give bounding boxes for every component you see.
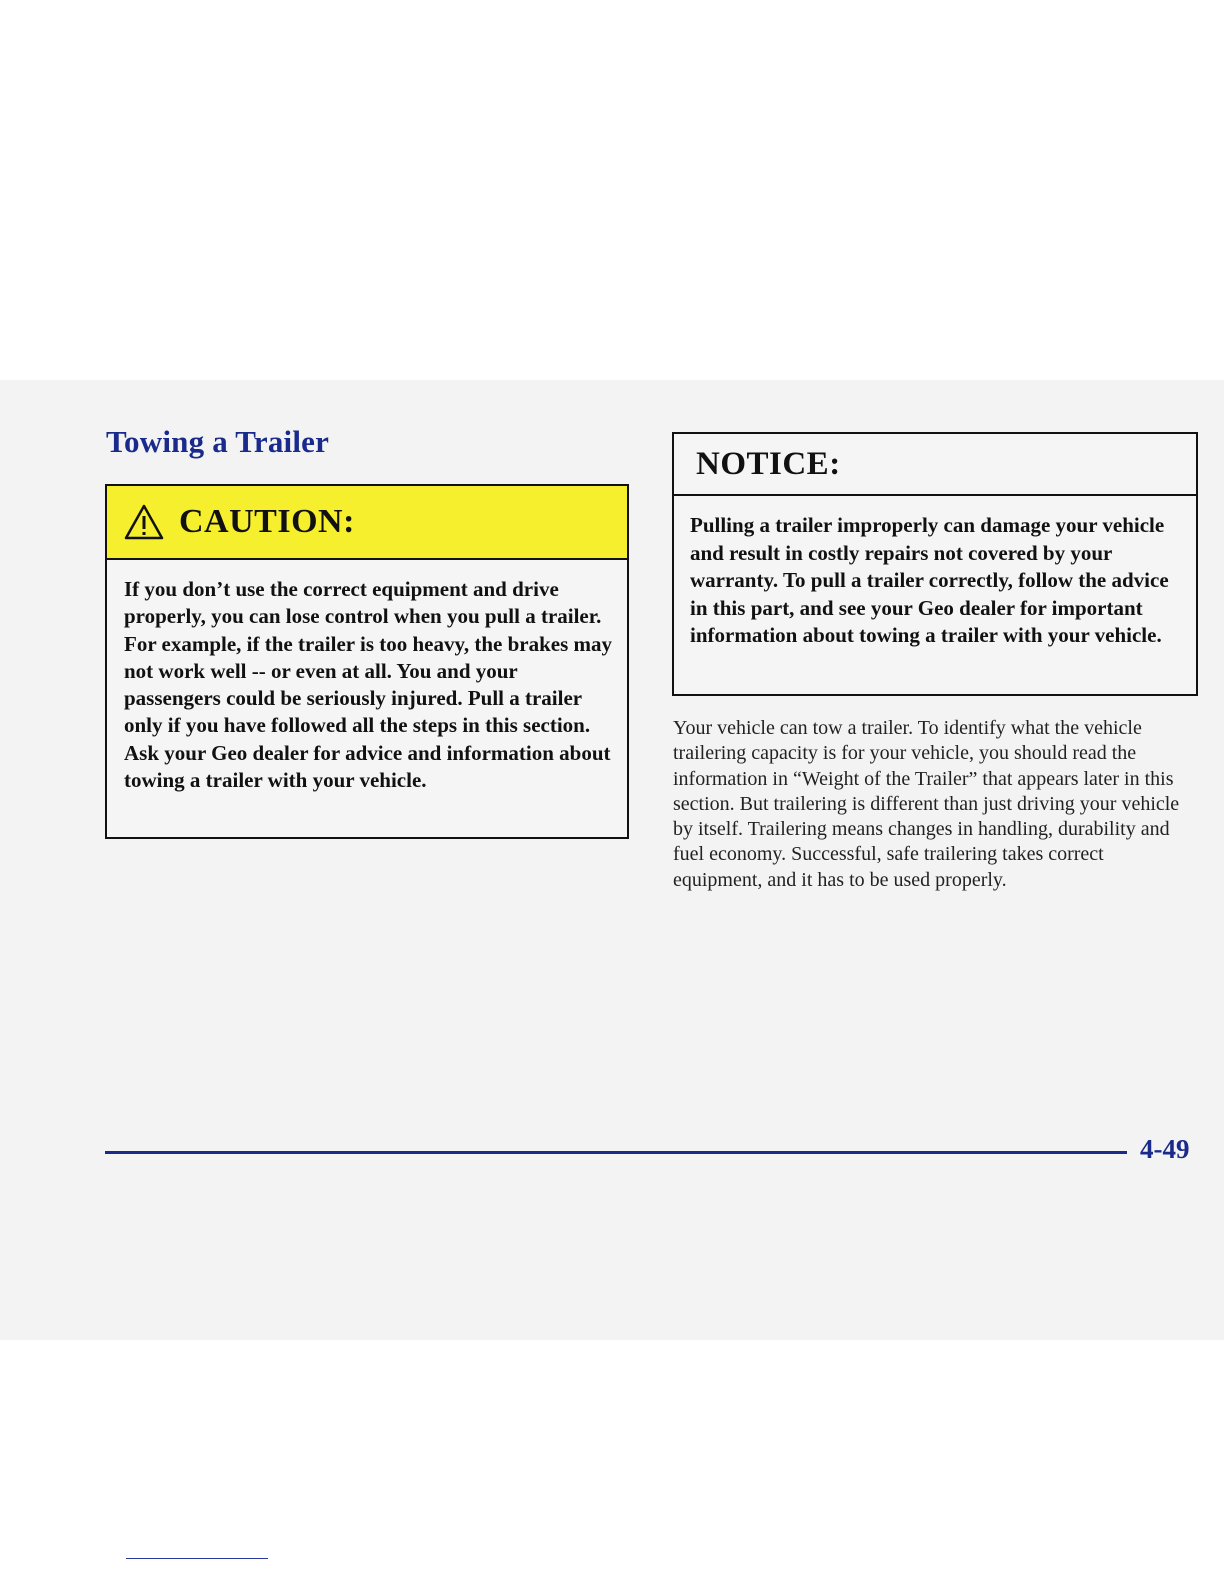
footer-rule bbox=[105, 1151, 1127, 1154]
intro-paragraph: Your vehicle can tow a trailer. To identify what the vehicle trailering capacity is for your vehicle, you should read the information in “Weight of the Trailer” that appears later in this section. But trailering is different than just driving your vehicle by itself. Trailering means changes in handling, durability and fuel economy. Successful, safe trailering takes correct equipment, and it has to be used properly. bbox=[673, 717, 1180, 891]
caution-box bbox=[105, 484, 629, 839]
notice-text: Pulling a trailer improperly can damage your vehicle and result in costly repairs not covered by your warranty. To pull a trailer correctly, follow the advice in this part, and see your Geo dealer for important information about towing a trailer with your vehicle. bbox=[690, 513, 1169, 647]
bottom-rule bbox=[126, 1558, 268, 1559]
warning-triangle-icon bbox=[123, 503, 179, 541]
caution-header bbox=[107, 486, 627, 560]
caution-label: CAUTION: bbox=[179, 503, 355, 540]
section-title: Towing a Trailer bbox=[106, 424, 330, 459]
page-number: 4-49 bbox=[1140, 1134, 1190, 1164]
notice-header bbox=[674, 434, 1196, 496]
caution-text: If you don’t use the correct equipment and drive properly, you can lose control when you pull a trailer. For example, if the trailer is too heavy, the brakes may not work well -- or even at all. You and your passengers could be seriously injured. Pull a trailer only if you have followed all the steps in this section. Ask your Geo dealer for advice and information about towing a trailer with your vehicle. bbox=[124, 577, 612, 793]
notice-label: NOTICE: bbox=[696, 445, 841, 482]
notice-box bbox=[672, 432, 1198, 696]
